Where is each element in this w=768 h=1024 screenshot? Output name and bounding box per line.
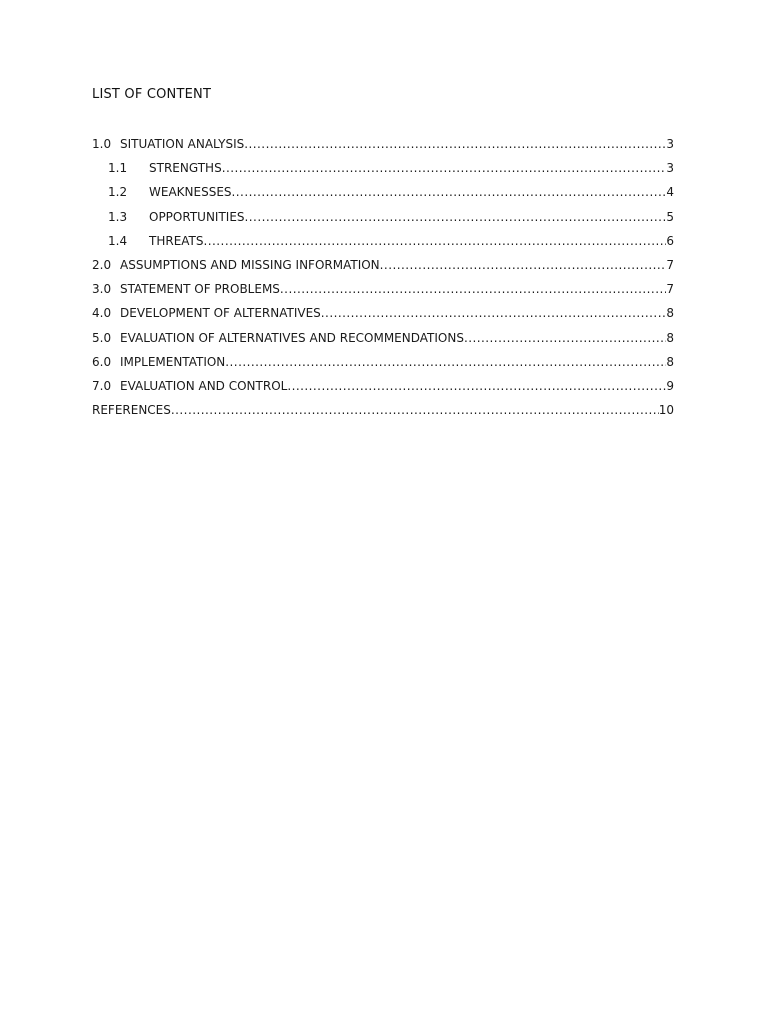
- toc-entry-page-number: 8: [666, 330, 674, 345]
- toc-entry-page-number: 7: [666, 282, 674, 297]
- toc-entry-page-number: 4: [666, 185, 674, 200]
- page-title: LIST OF CONTENT: [92, 87, 212, 102]
- toc-entry-number: 1.0: [92, 137, 112, 151]
- toc-entry-label: SITUATION ANALYSIS: [120, 137, 245, 151]
- toc-entry-number: 4.0: [92, 306, 112, 321]
- toc-entry-number: 5.0: [92, 330, 112, 345]
- toc-entry-number: 1.1: [108, 161, 128, 176]
- toc-entry-page-number: 9: [666, 378, 674, 393]
- toc-entry-page-number: 5: [666, 209, 674, 224]
- toc-entry-label: STRENGTHS: [149, 161, 222, 176]
- toc-entry-label: EVALUATION OF ALTERNATIVES AND RECOMMENDATIONS: [120, 330, 464, 345]
- toc-entry-opportunities[interactable]: [92, 209, 674, 233]
- toc-entry-label: STATEMENT OF PROBLEMS: [120, 282, 280, 297]
- dot-leader: [171, 402, 659, 418]
- dot-leader: [232, 184, 667, 200]
- toc-entry-number: 7.0: [92, 378, 112, 393]
- toc-entry-strengths[interactable]: [92, 160, 674, 184]
- toc-entry-label: EVALUATION AND CONTROL: [120, 378, 288, 393]
- table-of-contents: [92, 136, 674, 426]
- toc-entry-assumptions[interactable]: [92, 257, 674, 281]
- toc-entry-page-number: 7: [666, 257, 674, 272]
- dot-leader: [204, 233, 667, 249]
- toc-entry-statement-of-problems[interactable]: [92, 281, 674, 305]
- dot-leader: [222, 160, 667, 176]
- toc-entry-number: 6.0: [92, 354, 112, 369]
- dot-leader: [244, 136, 666, 152]
- toc-entry-label: WEAKNESSES: [149, 185, 232, 200]
- toc-entry-label: OPPORTUNITIES: [149, 209, 245, 224]
- dot-leader: [280, 281, 666, 297]
- toc-entry-development-of-alternatives[interactable]: [92, 305, 674, 329]
- dot-leader: [287, 378, 666, 394]
- toc-entry-label: DEVELOPMENT OF ALTERNATIVES: [120, 306, 321, 321]
- toc-entry-threats[interactable]: [92, 233, 674, 257]
- toc-entry-references[interactable]: [92, 402, 674, 426]
- toc-entry-label: REFERENCES: [92, 403, 171, 418]
- dot-leader: [464, 330, 666, 346]
- toc-entry-number: 2.0: [92, 257, 112, 272]
- toc-entry-label: ASSUMPTIONS AND MISSING INFORMATION: [120, 257, 380, 272]
- toc-entry-page-number: 3: [666, 161, 674, 176]
- toc-entry-page-number: 10: [658, 403, 674, 418]
- toc-entry-label: THREATS: [149, 233, 204, 248]
- toc-entry-number: 1.2: [108, 185, 128, 200]
- toc-entry-implementation[interactable]: [92, 354, 674, 378]
- toc-entry-page-number: 8: [666, 354, 674, 369]
- toc-entry-label: IMPLEMENTATION: [120, 354, 226, 369]
- dot-leader: [225, 354, 666, 370]
- toc-entry-evaluation-of-alternatives[interactable]: [92, 330, 674, 354]
- toc-entry-number: 1.3: [108, 209, 128, 224]
- dot-leader: [380, 257, 667, 273]
- toc-entry-page-number: 3: [666, 137, 674, 151]
- toc-entry-number: 1.4: [108, 233, 128, 248]
- toc-entry-number: 3.0: [92, 282, 112, 297]
- toc-entry-page-number: 6: [666, 233, 674, 248]
- toc-entry-page-number: 8: [666, 306, 674, 321]
- dot-leader: [245, 209, 667, 225]
- toc-entry-weaknesses[interactable]: [92, 184, 674, 208]
- toc-entry-evaluation-and-control[interactable]: [92, 378, 674, 402]
- toc-entry-situation-analysis[interactable]: [92, 136, 674, 160]
- dot-leader: [321, 305, 667, 321]
